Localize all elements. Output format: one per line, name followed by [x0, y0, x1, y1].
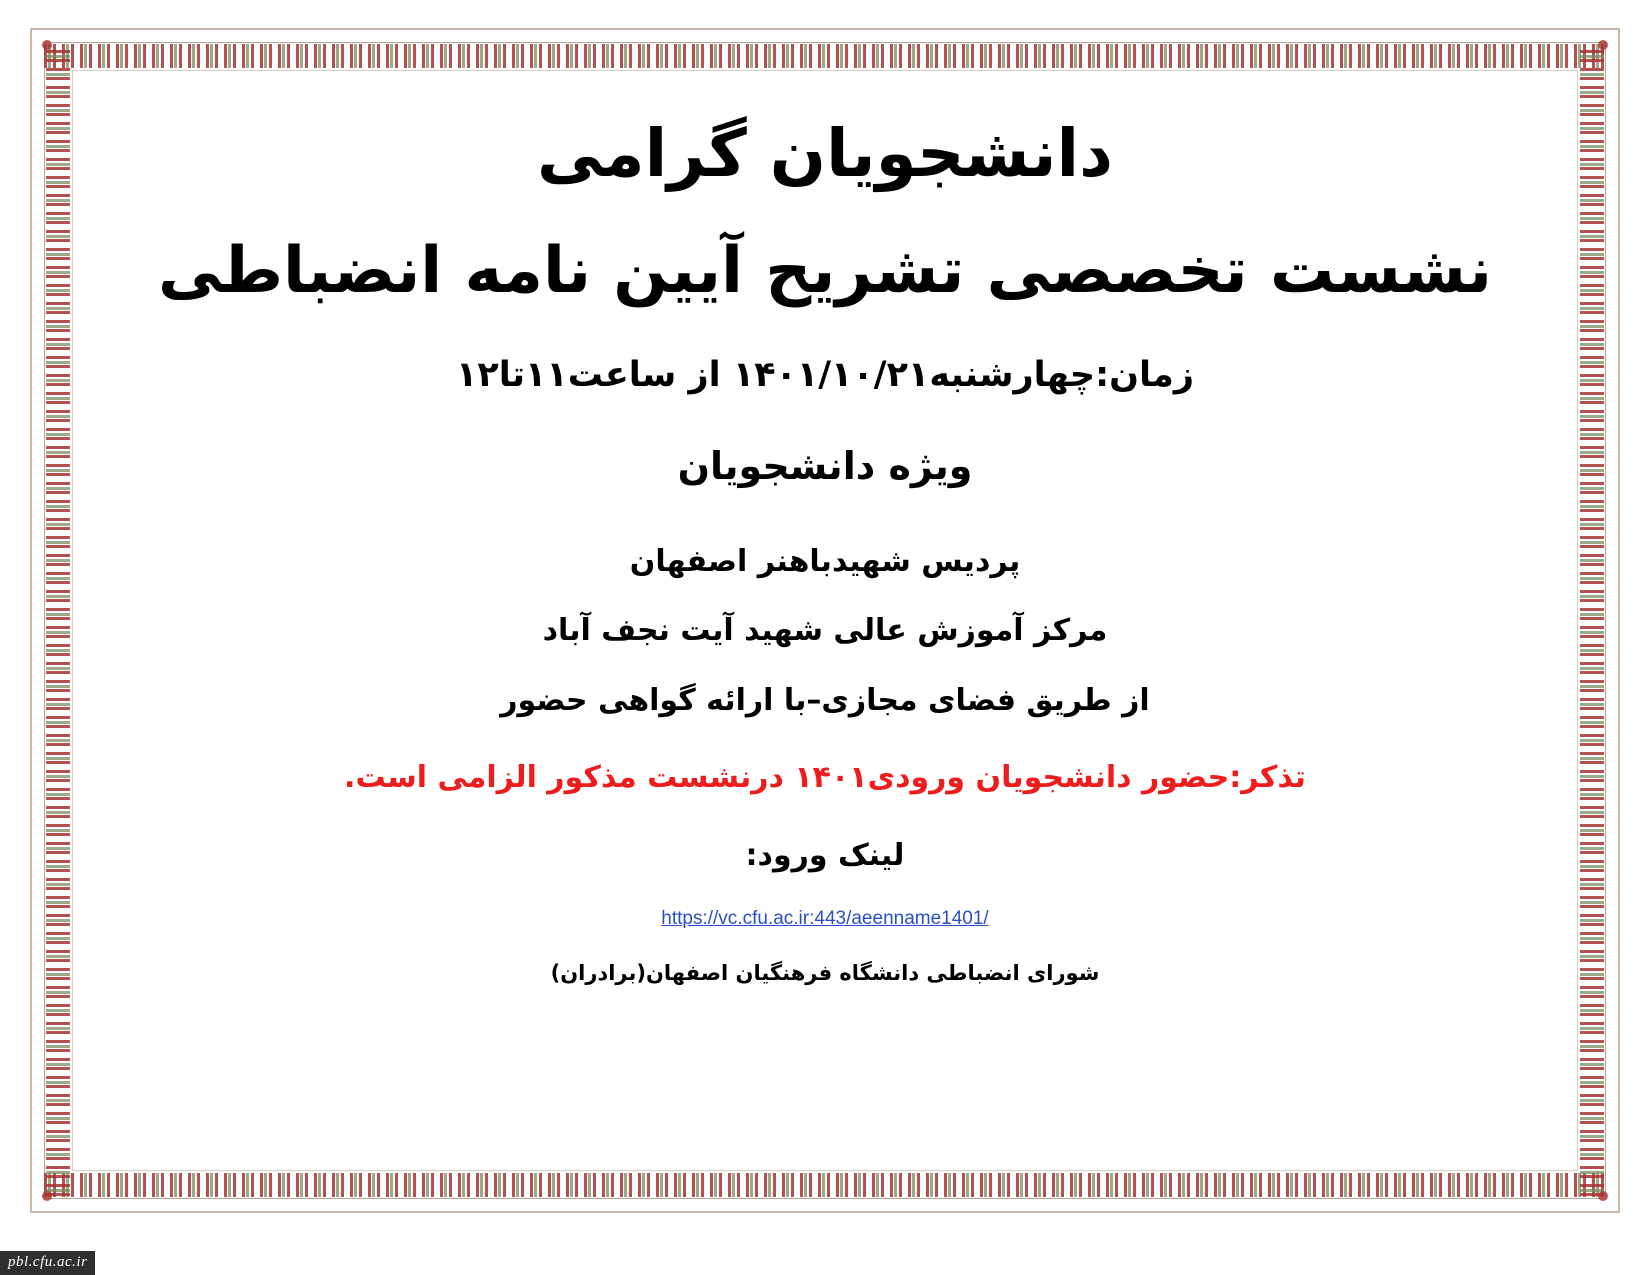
ornament-band-right	[1580, 44, 1604, 1197]
mandatory-notice: تذکر:حضور دانشجویان ورودی۱۴۰۱ درنشست مذکور الزامی است.	[344, 760, 1306, 796]
ornament-corner-bottom-left	[1576, 1169, 1610, 1203]
event-datetime: زمان:چهارشنبه۱۴۰۱/۱۰/۲۱ از ساعت۱۱تا۱۲	[456, 354, 1194, 395]
ornament-band-bottom	[44, 1173, 1606, 1197]
audience-label: ویژه دانشجویان	[677, 444, 973, 489]
ornament-corner-top-left	[1576, 38, 1610, 72]
poster-content	[95, 95, 1555, 1155]
ornament-band-left	[46, 44, 70, 1197]
ornament-band-top	[44, 44, 1606, 68]
ornament-corner-top-right	[40, 38, 74, 72]
venue-campus-bahonar: پردیس شهیدباهنر اصفهان	[629, 543, 1021, 579]
venue-center-najafabad: مرکز آموزش عالی شهید آیت نجف آباد	[542, 613, 1108, 649]
entry-link-label: لینک ورود:	[745, 837, 905, 873]
attendance-mode: از طریق فضای مجازی–با ارائه گواهی حضور	[500, 682, 1150, 718]
meeting-link[interactable]: https://vc.cfu.ac.ir:443/aeenname1401/	[661, 908, 989, 930]
site-watermark: pbl.cfu.ac.ir	[0, 1251, 95, 1275]
greeting-headline: دانشجویان گرامی	[537, 115, 1113, 192]
ornament-corner-bottom-right	[40, 1169, 74, 1203]
event-title: نشست تخصصی تشریح آیین نامه انضباطی	[158, 233, 1492, 308]
issuer-signature: شورای انضباطی دانشگاه فرهنگیان اصفهان(برادران)	[550, 961, 1100, 986]
